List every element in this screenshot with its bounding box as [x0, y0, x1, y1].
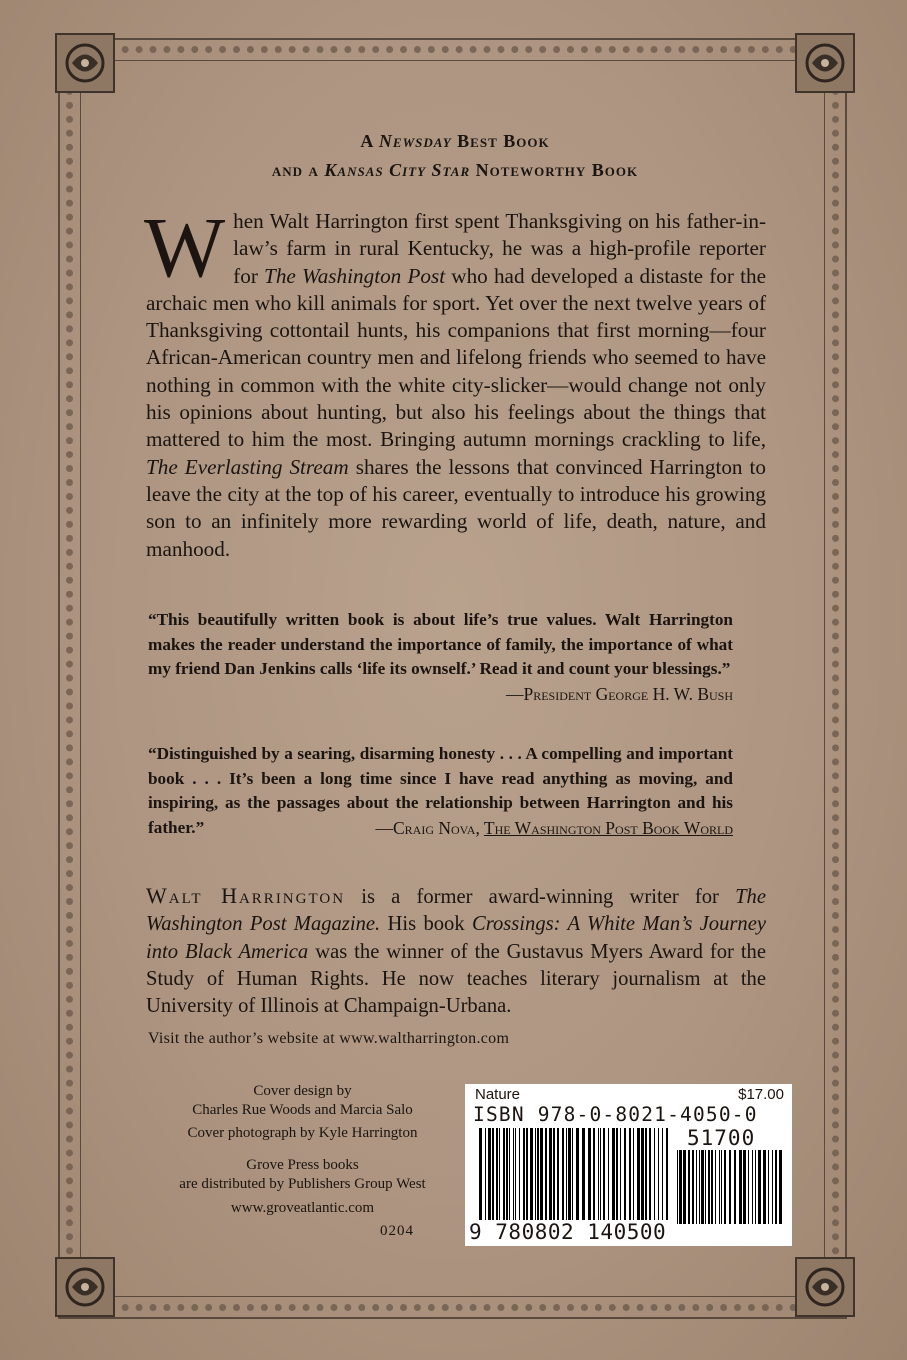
- bio-text: is a former award-winning writer for: [345, 886, 736, 908]
- description-title: The Washington Post: [264, 263, 446, 288]
- accolade-line-2: [100, 160, 810, 181]
- blurb-quote: [148, 742, 733, 840]
- blurb-attribution-source: The Washington Post Book World: [483, 817, 733, 838]
- barcode-price: $17.00: [738, 1086, 784, 1103]
- author-website: Visit the author’s website at www.waltharrington.com: [148, 1030, 510, 1047]
- bio-text: His book: [380, 913, 472, 936]
- accolade-kansas-city-star: Kansas City Star: [324, 160, 471, 180]
- blurb-attribution-name: —Craig Nova,: [375, 817, 484, 838]
- description-text: who had developed a distaste for the archaic men who kill animals for sport. Yet over the next twelve years of Thanksgiving cottontail hunts, his companions that first morning—four African-American country men and lifelong friends who seemed to have nothing in common with the white city-slicker—would change not only his opinions about hunting, but also his feelings about the things that mattered to him the most. Bringing autumn mornings crackling to life,: [146, 263, 766, 452]
- cover-design-names: Charles Rue Woods and Marcia Salo: [192, 1101, 413, 1118]
- print-code: 0204: [380, 1223, 414, 1239]
- corner-ornament-icon: [50, 28, 120, 98]
- barcode-addon: 51700: [687, 1126, 756, 1150]
- accolade-suffix: Noteworthy Book: [475, 160, 639, 180]
- accolade-line-1: [100, 131, 810, 152]
- description-text: hen Walt Harrington first spent Thanksgiving on his father-in-law’s farm in rural Kentucky, he was a high-profile reporter for: [233, 209, 766, 288]
- blurb-attribution: —President George H. W. Bush: [505, 683, 733, 704]
- accolade-suffix: Best Book: [457, 131, 550, 151]
- barcode-digits: 9 780802 140500: [469, 1220, 667, 1244]
- corner-ornament-icon: [50, 1252, 120, 1322]
- bio-text: was the winner of the Gustavus Myers Award for the Study of Human Rights. He now teaches literary journalism at the University of Illinois at Champaign-Urbana.: [146, 940, 766, 1018]
- accolade-prefix: and a: [271, 160, 319, 180]
- book-description: [144, 199, 766, 563]
- author-bio: [146, 882, 766, 1020]
- corner-ornament-icon: [790, 1252, 860, 1322]
- barcode-bars-icon: [479, 1128, 672, 1220]
- bio-italic: The Washington Post Magazine.: [146, 886, 766, 936]
- drop-cap: W: [144, 199, 226, 295]
- publisher-url: www.groveatlantic.com: [230, 1200, 375, 1216]
- cover-photo-credit: Cover photograph by Kyle Harrington: [187, 1125, 418, 1141]
- bio-italic: Crossings: A White Man’s Journey into Black America: [146, 913, 766, 963]
- description-book-title: The Everlasting Stream: [146, 454, 349, 479]
- barcode-addon-bars-icon: [677, 1150, 783, 1224]
- cover-design-credit: [150, 1082, 455, 1119]
- blurb-text: “Distinguished by a searing, disarming honesty . . . A compelling and important book . . . It’s been a long time since I have read anything as moving, and inspiring, as the passages about the relationship between Harrington and his father.”: [148, 744, 733, 837]
- blurb-text: “This beautifully written book is about life’s true values. Walt Harrington makes the reader understand the importance of family, the importance of what my friend Dan Jenkins calls ‘life its ownself.’ Read it and count your blessings.”: [148, 610, 733, 679]
- publisher-line: Grove Press books: [246, 1157, 359, 1173]
- accolade-newsday: Newsday: [378, 131, 452, 151]
- corner-ornament-icon: [790, 28, 860, 98]
- isbn-barcode: [465, 1084, 792, 1246]
- cover-design-label: Cover design by: [253, 1083, 352, 1099]
- description-text: shares the lessons that convinced Harrington to leave the city at the top of his career, eventually to introduce his growing son to an infinitely more rewarding world of life, death, nature, and manhood.: [146, 454, 766, 561]
- blurb-attribution: [375, 816, 733, 841]
- barcode-isbn: ISBN 978-0-8021-4050-0: [473, 1103, 758, 1126]
- barcode-category: Nature: [475, 1086, 521, 1103]
- author-name: Walt Harrington: [146, 883, 346, 908]
- accolade-prefix: A: [360, 131, 374, 151]
- blurb-quote: [148, 608, 733, 706]
- publisher-line: are distributed by Publishers Group West: [179, 1175, 426, 1192]
- publisher-note: [150, 1156, 455, 1193]
